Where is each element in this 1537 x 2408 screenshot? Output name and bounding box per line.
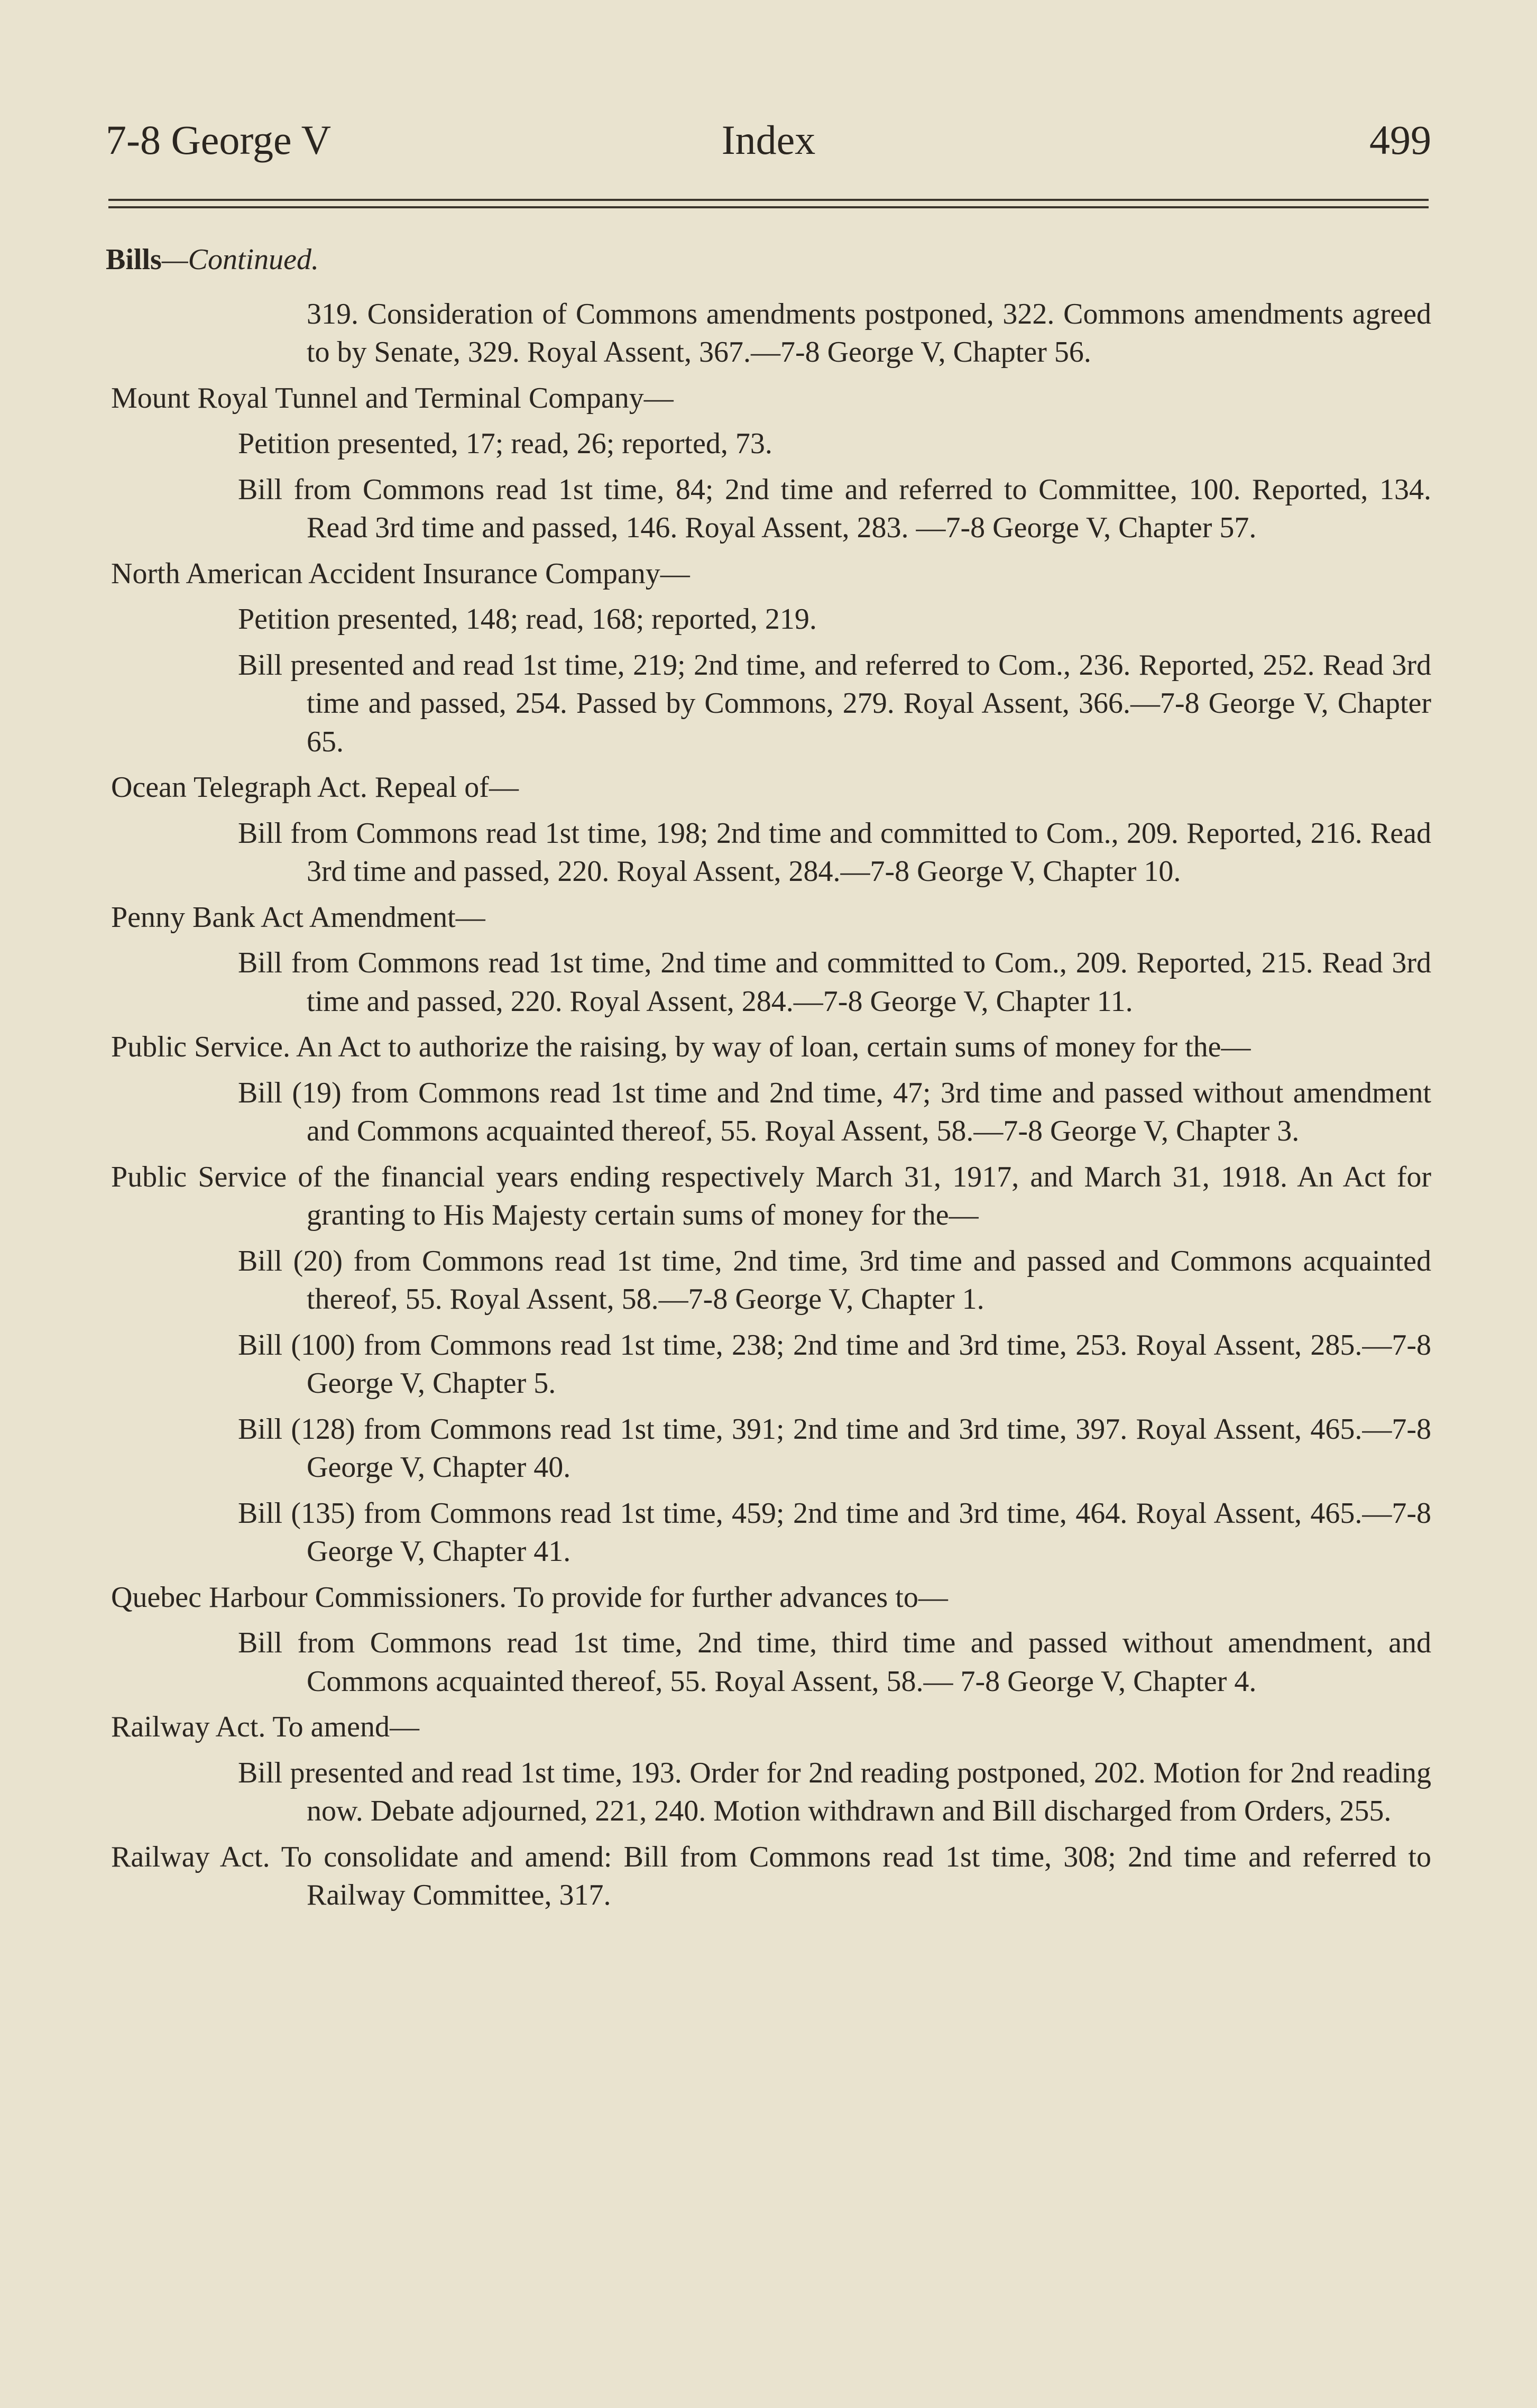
- index-continuation: 319. Consideration of Commons amendments postponed, 322. Commons amendments agreed to by Senate, 329. Royal Assent, 367.—7-8 George V, Chapter 56.: [307, 297, 1431, 369]
- index-heading: Public Service of the financial years ending respectively March 31, 1917, and March 31, 1918. An Act for granting to His Majesty certain sums of money for the—: [111, 1160, 1431, 1231]
- index-heading: Quebec Harbour Commissioners. To provide for further advances to—: [111, 1580, 948, 1614]
- index-subentry: Bill (19) from Commons read 1st time and 2nd time, 47; 3rd time and passed without amendment and Commons acquainted thereof, 55. Royal Assent, 58.—7-8 George V, Chapter 3.: [238, 1076, 1431, 1147]
- running-head-title: Index: [721, 117, 816, 163]
- index-heading: North American Accident Insurance Company—: [111, 557, 690, 590]
- index-subentry: Bill presented and read 1st time, 193. Order for 2nd reading postponed, 202. Motion for 2nd reading now. Debate adjourned, 221, 240. Motion withdrawn and Bill discharged from Orders, 255.: [238, 1756, 1431, 1827]
- running-head-left: 7-8 George V: [106, 117, 332, 163]
- index-subentry: Bill from Commons read 1st time, 84; 2nd time and referred to Committee, 100. Reported, 134. Read 3rd time and passed, 146. Royal Assent, 283. —7-8 George V, Chapter 57.: [238, 473, 1431, 544]
- index-subentry: Bill (100) from Commons read 1st time, 238; 2nd time and 3rd time, 253. Royal Assent, 285.—7-8 George V, Chapter 5.: [238, 1328, 1431, 1400]
- index-subentry: Bill from Commons read 1st time, 2nd time and committed to Com., 209. Reported, 215. Read 3rd time and passed, 220. Royal Assent, 284.—7-8 George V, Chapter 11.: [238, 946, 1431, 1018]
- index-heading: Ocean Telegraph Act. Repeal of—: [111, 771, 519, 804]
- header-double-rule: [108, 199, 1429, 208]
- index-subentry: Petition presented, 148; read, 168; reported, 219.: [238, 603, 817, 636]
- index-subentry: Bill (20) from Commons read 1st time, 2nd time, 3rd time and passed and Commons acquainted thereof, 55. Royal Assent, 58.—7-8 George V, Chapter 1.: [238, 1244, 1431, 1316]
- index-heading: Public Service. An Act to authorize the raising, by way of loan, certain sums of money for the—: [111, 1031, 1251, 1063]
- section-heading-main: Bills: [106, 243, 162, 276]
- index-subentry: Bill from Commons read 1st time, 2nd time, third time and passed without amendment, and Commons acquainted thereof, 55. Royal Assent, 58.— 7-8 George V, Chapter 4.: [238, 1626, 1431, 1698]
- index-heading: Railway Act. To amend—: [111, 1711, 419, 1743]
- index-heading: Mount Royal Tunnel and Terminal Company—: [111, 381, 674, 415]
- index-subentry: Bill (128) from Commons read 1st time, 391; 2nd time and 3rd time, 397. Royal Assent, 465.—7-8 George V, Chapter 40.: [238, 1412, 1431, 1484]
- index-subentry: Petition presented, 17; read, 26; reported, 73.: [238, 427, 772, 460]
- index-heading: Penny Bank Act Amendment—: [111, 900, 485, 934]
- page-number: 499: [1369, 117, 1431, 163]
- section-heading-continued: —Continued.: [161, 243, 319, 276]
- index-entries: [106, 295, 1431, 1915]
- index-subentry: Bill (135) from Commons read 1st time, 459; 2nd time and 3rd time, 464. Royal Assent, 465.—7-8 George V, Chapter 41.: [238, 1496, 1431, 1568]
- running-head: [106, 108, 1431, 172]
- index-heading: Railway Act. To consolidate and amend: Bill from Commons read 1st time, 308; 2nd time and referred to Railway Committee, 317.: [111, 1840, 1431, 1911]
- index-subentry: Bill from Commons read 1st time, 198; 2nd time and committed to Com., 209. Reported, 216. Read 3rd time and passed, 220. Royal Assent, 284.—7-8 George V, Chapter 10.: [238, 816, 1431, 888]
- section-heading: [106, 241, 1431, 279]
- index-subentry: Bill presented and read 1st time, 219; 2nd time, and referred to Com., 236. Reported, 252. Read 3rd time and passed, 254. Passed by Commons, 279. Royal Assent, 366.—7-8 George V, Chapter 65.: [238, 648, 1431, 758]
- index-content: [106, 241, 1431, 1922]
